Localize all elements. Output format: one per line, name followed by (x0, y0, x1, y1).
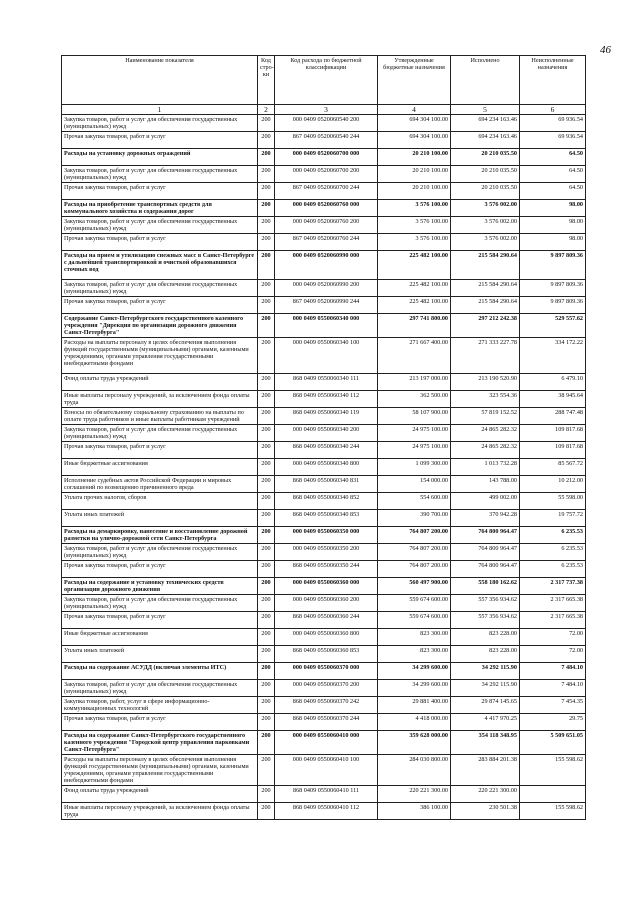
row-line-code: 200 (258, 714, 275, 731)
row-expense-code: 000 0409 0520060540 200 (275, 115, 378, 132)
row-line-code: 200 (258, 459, 275, 476)
column-number: 3 (275, 105, 378, 115)
table-row (62, 755, 586, 786)
row-unexecuted: 38 945.64 (520, 391, 586, 408)
row-unexecuted: 7 454.35 (520, 697, 586, 714)
table-row (62, 697, 586, 714)
row-name: Содержание Санкт-Петербургского государственного казенного учреждения "Дирекция по организации дорожного движения Санкт-Петербурга" (62, 314, 258, 338)
table-row (62, 731, 586, 755)
row-expense-code: 000 0409 0550060410 100 (275, 755, 378, 786)
row-line-code: 200 (258, 374, 275, 391)
column-number: 6 (520, 105, 586, 115)
row-unexecuted: 64.50 (520, 149, 586, 166)
row-expense-code: 000 0409 0550060370 200 (275, 680, 378, 697)
table-row (62, 166, 586, 183)
row-unexecuted: 29.75 (520, 714, 586, 731)
row-unexecuted: 85 567.72 (520, 459, 586, 476)
row-expense-code: 868 0409 0550060360 853 (275, 646, 378, 663)
row-name: Фонд оплаты труда учреждений (62, 786, 258, 803)
table-row (62, 314, 586, 338)
row-approved: 554 600.00 (378, 493, 451, 510)
row-executed: 3 576 002.00 (451, 234, 520, 251)
table-row (62, 544, 586, 561)
table-row (62, 391, 586, 408)
row-name: Взносы по обязательному социальному страхованию на выплаты по оплате труда работников и иные выплаты работникам учреждений (62, 408, 258, 425)
row-approved: 559 674 600.00 (378, 612, 451, 629)
row-executed: 558 180 162.62 (451, 578, 520, 595)
row-unexecuted: 529 557.62 (520, 314, 586, 338)
row-unexecuted: 9 897 809.36 (520, 297, 586, 314)
row-expense-code: 868 0409 0550060360 244 (275, 612, 378, 629)
row-unexecuted: 7 484.10 (520, 663, 586, 680)
row-line-code: 200 (258, 680, 275, 697)
row-approved: 559 674 600.00 (378, 595, 451, 612)
row-executed: 3 576 002.00 (451, 200, 520, 217)
row-name: Расходы на выплаты персоналу в целях обеспечения выполнения функций государственными (муниципальными) органами, казенными учреждениями, органами управления государственными внебюджетными фондами (62, 755, 258, 786)
table-row (62, 680, 586, 697)
table-row (62, 578, 586, 595)
row-executed: 220 221 300.00 (451, 786, 520, 803)
row-executed: 297 212 242.38 (451, 314, 520, 338)
row-approved: 58 107 900.00 (378, 408, 451, 425)
row-line-code: 200 (258, 442, 275, 459)
row-expense-code: 868 0409 0550060340 112 (275, 391, 378, 408)
row-name: Иные выплаты персоналу учреждений, за исключением фонда оплаты труда (62, 803, 258, 820)
header-row (62, 56, 586, 105)
row-approved: 362 500.00 (378, 391, 451, 408)
table-row (62, 442, 586, 459)
table-row (62, 476, 586, 493)
row-name: Расходы на содержание Санкт-Петербургского государственного казенного учреждения "Городской центр управления парковками Санкт-Петербурга" (62, 731, 258, 755)
table-row (62, 459, 586, 476)
row-line-code: 200 (258, 217, 275, 234)
table-row (62, 200, 586, 217)
row-expense-code: 868 0409 0550060350 244 (275, 561, 378, 578)
row-unexecuted: 288 747.48 (520, 408, 586, 425)
row-executed: 20 210 035.50 (451, 183, 520, 200)
row-name: Прочая закупка товаров, работ и услуг (62, 714, 258, 731)
row-approved: 390 700.00 (378, 510, 451, 527)
table-row (62, 338, 586, 374)
table-row (62, 149, 586, 166)
row-executed: 271 333 227.78 (451, 338, 520, 374)
row-executed: 34 292 115.90 (451, 680, 520, 697)
row-expense-code: 000 0409 0520060760 000 (275, 200, 378, 217)
row-line-code: 200 (258, 183, 275, 200)
row-name: Закупка товаров, работ и услуг для обеспечения государственных (муниципальных) нужд (62, 544, 258, 561)
row-unexecuted: 109 817.68 (520, 442, 586, 459)
row-executed: 499 002.00 (451, 493, 520, 510)
table-row (62, 251, 586, 280)
row-line-code: 200 (258, 561, 275, 578)
row-approved: 359 628 000.00 (378, 731, 451, 755)
row-executed: 283 884 201.38 (451, 755, 520, 786)
row-unexecuted: 155 598.62 (520, 803, 586, 820)
row-unexecuted: 98.00 (520, 217, 586, 234)
table-row (62, 493, 586, 510)
row-line-code: 200 (258, 115, 275, 132)
table-row (62, 663, 586, 680)
row-expense-code: 868 0409 0550060370 244 (275, 714, 378, 731)
row-expense-code: 867 0409 0520060700 244 (275, 183, 378, 200)
row-executed: 764 800 964.47 (451, 527, 520, 544)
row-line-code: 200 (258, 646, 275, 663)
row-name: Закупка товаров, работ и услуг для обеспечения государственных (муниципальных) нужд (62, 217, 258, 234)
row-name: Иные бюджетные ассигнования (62, 459, 258, 476)
row-unexecuted: 7 484.10 (520, 680, 586, 697)
row-executed: 20 210 035.50 (451, 149, 520, 166)
row-line-code: 200 (258, 391, 275, 408)
row-line-code: 200 (258, 493, 275, 510)
row-line-code: 200 (258, 786, 275, 803)
row-line-code: 200 (258, 578, 275, 595)
row-expense-code: 000 0409 0550060350 000 (275, 527, 378, 544)
row-executed: 354 118 348.95 (451, 731, 520, 755)
row-executed: 24 865 282.32 (451, 442, 520, 459)
row-name: Прочая закупка товаров, работ и услуг (62, 297, 258, 314)
row-approved: 694 304 100.00 (378, 115, 451, 132)
row-name: Фонд оплаты труда учреждений (62, 374, 258, 391)
row-expense-code: 000 0409 0550060340 200 (275, 425, 378, 442)
row-approved: 284 030 800.00 (378, 755, 451, 786)
row-executed: 557 356 934.62 (451, 595, 520, 612)
row-name: Закупка товаров, работ и услуг для обеспечения государственных (муниципальных) нужд (62, 680, 258, 697)
row-line-code: 200 (258, 612, 275, 629)
row-executed: 230 501.38 (451, 803, 520, 820)
row-unexecuted: 69 936.54 (520, 132, 586, 149)
row-expense-code: 000 0409 0550060360 200 (275, 595, 378, 612)
row-executed: 4 417 970.25 (451, 714, 520, 731)
row-approved: 271 667 400.00 (378, 338, 451, 374)
row-name: Расходы на приобретение транспортных средств для коммунального хозяйства и содержания дорог (62, 200, 258, 217)
table-row (62, 297, 586, 314)
row-expense-code: 000 0409 0520060700 200 (275, 166, 378, 183)
row-executed: 764 800 964.47 (451, 544, 520, 561)
row-line-code: 200 (258, 234, 275, 251)
row-approved: 3 576 100.00 (378, 200, 451, 217)
row-unexecuted: 55 598.00 (520, 493, 586, 510)
row-approved: 213 197 000.00 (378, 374, 451, 391)
table-row (62, 115, 586, 132)
row-line-code: 200 (258, 314, 275, 338)
row-unexecuted: 334 172.22 (520, 338, 586, 374)
row-approved: 20 210 100.00 (378, 183, 451, 200)
row-executed: 213 190 520.90 (451, 374, 520, 391)
row-line-code: 200 (258, 251, 275, 280)
table-row (62, 786, 586, 803)
header-unexecuted: Неисполненные назначения (520, 56, 586, 105)
row-expense-code: 867 0409 0520060760 244 (275, 234, 378, 251)
row-name: Уплата прочих налогов, сборов (62, 493, 258, 510)
row-executed: 3 576 002.00 (451, 217, 520, 234)
row-executed: 215 584 290.64 (451, 297, 520, 314)
column-number: 2 (258, 105, 275, 115)
row-expense-code: 868 0409 0550060340 852 (275, 493, 378, 510)
row-expense-code: 868 0409 0550060370 242 (275, 697, 378, 714)
row-expense-code: 867 0409 0520060990 244 (275, 297, 378, 314)
row-unexecuted: 6 235.53 (520, 561, 586, 578)
row-approved: 3 576 100.00 (378, 217, 451, 234)
row-expense-code: 000 0409 0520060990 000 (275, 251, 378, 280)
row-name: Прочая закупка товаров, работ и услуг (62, 561, 258, 578)
row-expense-code: 000 0409 0520060990 200 (275, 280, 378, 297)
row-unexecuted: 155 598.62 (520, 755, 586, 786)
row-name: Уплата иных платежей (62, 510, 258, 527)
table-row (62, 217, 586, 234)
row-executed: 764 800 964.47 (451, 561, 520, 578)
row-approved: 225 482 100.00 (378, 280, 451, 297)
row-executed: 215 584 290.64 (451, 280, 520, 297)
row-line-code: 200 (258, 425, 275, 442)
row-approved: 694 304 100.00 (378, 132, 451, 149)
row-expense-code: 000 0409 0550060340 800 (275, 459, 378, 476)
table-row (62, 595, 586, 612)
row-expense-code: 000 0409 0550060370 000 (275, 663, 378, 680)
row-name: Закупка товаров, работ и услуг для обеспечения государственных (муниципальных) нужд (62, 280, 258, 297)
row-executed: 823 228.00 (451, 646, 520, 663)
row-unexecuted: 10 212.00 (520, 476, 586, 493)
row-expense-code: 868 0409 0550060340 831 (275, 476, 378, 493)
row-approved: 225 482 100.00 (378, 251, 451, 280)
row-approved: 20 210 100.00 (378, 149, 451, 166)
row-approved: 1 099 300.00 (378, 459, 451, 476)
row-approved: 24 975 100.00 (378, 442, 451, 459)
row-executed: 557 356 934.62 (451, 612, 520, 629)
row-expense-code: 868 0409 0550060340 853 (275, 510, 378, 527)
table-row (62, 234, 586, 251)
row-executed: 143 788.00 (451, 476, 520, 493)
row-name: Иные выплаты персоналу учреждений, за исключением фонда оплаты труда (62, 391, 258, 408)
row-name: Иные бюджетные ассигнования (62, 629, 258, 646)
header-expense-code: Код расхода по бюджетной классификации (275, 56, 378, 105)
row-name: Расходы на содержание АСУДД (включая элементы ИТС) (62, 663, 258, 680)
row-expense-code: 000 0409 0550060410 000 (275, 731, 378, 755)
row-approved: 4 418 000.00 (378, 714, 451, 731)
table-row (62, 408, 586, 425)
row-unexecuted (520, 786, 586, 803)
row-executed: 20 210 035.50 (451, 166, 520, 183)
row-approved: 29 881 400.00 (378, 697, 451, 714)
row-name: Закупка товаров, работ и услуг для обеспечения государственных (муниципальных) нужд (62, 425, 258, 442)
row-executed: 370 942.28 (451, 510, 520, 527)
row-line-code: 200 (258, 476, 275, 493)
row-line-code: 200 (258, 663, 275, 680)
row-line-code: 200 (258, 629, 275, 646)
row-approved: 20 210 100.00 (378, 166, 451, 183)
page-number: 46 (600, 44, 611, 56)
row-name: Закупка товаров, работ и услуг для обеспечения государственных (муниципальных) нужд (62, 166, 258, 183)
row-approved: 823 300.00 (378, 629, 451, 646)
row-unexecuted: 2 317 737.38 (520, 578, 586, 595)
row-line-code: 200 (258, 544, 275, 561)
row-unexecuted: 72.00 (520, 646, 586, 663)
row-expense-code: 000 0409 0550060350 200 (275, 544, 378, 561)
table-row (62, 646, 586, 663)
row-executed: 29 874 145.65 (451, 697, 520, 714)
table-row (62, 132, 586, 149)
row-name: Закупка товаров, работ и услуг для обеспечения государственных (муниципальных) нужд (62, 115, 258, 132)
table-row (62, 612, 586, 629)
table-row (62, 510, 586, 527)
table-row (62, 183, 586, 200)
row-expense-code: 868 0409 0550060340 244 (275, 442, 378, 459)
row-expense-code: 000 0409 0550060340 100 (275, 338, 378, 374)
row-line-code: 200 (258, 200, 275, 217)
row-unexecuted: 72.00 (520, 629, 586, 646)
row-expense-code: 868 0409 0550060340 119 (275, 408, 378, 425)
row-unexecuted: 98.00 (520, 234, 586, 251)
row-expense-code: 867 0409 0520060540 244 (275, 132, 378, 149)
row-line-code: 200 (258, 408, 275, 425)
row-unexecuted: 6 235.53 (520, 527, 586, 544)
table-row (62, 527, 586, 544)
row-executed: 24 865 282.32 (451, 425, 520, 442)
row-expense-code: 000 0409 0550060360 800 (275, 629, 378, 646)
row-name: Прочая закупка товаров, работ и услуг (62, 612, 258, 629)
row-line-code: 200 (258, 132, 275, 149)
table-row (62, 714, 586, 731)
row-approved: 297 741 800.00 (378, 314, 451, 338)
row-unexecuted: 6 235.53 (520, 544, 586, 561)
row-name: Закупка товаров, работ и услуг для обеспечения государственных (муниципальных) нужд (62, 595, 258, 612)
column-number: 4 (378, 105, 451, 115)
row-unexecuted: 109 817.68 (520, 425, 586, 442)
header-executed: Исполнено (451, 56, 520, 105)
row-unexecuted: 5 509 651.05 (520, 731, 586, 755)
row-approved: 386 100.00 (378, 803, 451, 820)
row-unexecuted: 9 897 809.36 (520, 251, 586, 280)
row-approved: 154 000.00 (378, 476, 451, 493)
row-executed: 1 013 732.28 (451, 459, 520, 476)
row-expense-code: 000 0409 0520060760 200 (275, 217, 378, 234)
row-expense-code: 000 0409 0550060360 000 (275, 578, 378, 595)
row-name: Расходы на установку дорожных ограждений (62, 149, 258, 166)
row-executed: 823 228.00 (451, 629, 520, 646)
row-expense-code: 000 0409 0550060340 000 (275, 314, 378, 338)
row-name: Расходы на выплаты персоналу в целях обеспечения выполнения функций государственными (муниципальными) органами, казенными учреждениями, органами управления государственными внебюджетными фондами (62, 338, 258, 374)
row-executed: 215 584 290.64 (451, 251, 520, 280)
table-row (62, 280, 586, 297)
row-executed: 57 819 152.52 (451, 408, 520, 425)
row-expense-code: 868 0409 0550060410 111 (275, 786, 378, 803)
row-approved: 220 221 300.00 (378, 786, 451, 803)
row-approved: 34 299 600.00 (378, 663, 451, 680)
row-approved: 24 975 100.00 (378, 425, 451, 442)
row-approved: 34 299 600.00 (378, 680, 451, 697)
header-line-code: Код стро-ки (258, 56, 275, 105)
row-line-code: 200 (258, 510, 275, 527)
row-unexecuted: 19 757.72 (520, 510, 586, 527)
row-executed: 694 234 163.46 (451, 115, 520, 132)
row-line-code: 200 (258, 731, 275, 755)
row-executed: 323 554.36 (451, 391, 520, 408)
row-unexecuted: 64.50 (520, 166, 586, 183)
row-line-code: 200 (258, 338, 275, 374)
row-line-code: 200 (258, 803, 275, 820)
row-name: Расходы на демаркировку, нанесение и восстановление дорожной разметки на улично-дорожной сети Санкт-Петербурга (62, 527, 258, 544)
table-row (62, 425, 586, 442)
column-number-row (62, 105, 586, 115)
row-line-code: 200 (258, 280, 275, 297)
row-approved: 823 300.00 (378, 646, 451, 663)
row-unexecuted: 2 317 665.38 (520, 595, 586, 612)
row-unexecuted: 98.00 (520, 200, 586, 217)
row-unexecuted: 9 897 809.36 (520, 280, 586, 297)
row-name: Прочая закупка товаров, работ и услуг (62, 234, 258, 251)
row-expense-code: 000 0409 0520060700 000 (275, 149, 378, 166)
row-name: Прочая закупка товаров, работ и услуг (62, 183, 258, 200)
row-approved: 764 807 200.00 (378, 544, 451, 561)
row-approved: 764 807 200.00 (378, 527, 451, 544)
row-approved: 764 807 200.00 (378, 561, 451, 578)
table-row (62, 374, 586, 391)
row-name: Закупка товаров, работ, услуг в сфере информационно-коммуникационных технологий (62, 697, 258, 714)
row-name: Расходы на содержание и установку технических средств организации дорожного движения (62, 578, 258, 595)
header-approved: Утвержденные бюджетные назначения (378, 56, 451, 105)
row-name: Расходы на прием и утилизацию снежных масс в Санкт-Петербурге с дальнейшей транспортировкой и очисткой образовавшихся сточных вод (62, 251, 258, 280)
row-name: Уплата иных платежей (62, 646, 258, 663)
row-unexecuted: 64.50 (520, 183, 586, 200)
row-line-code: 200 (258, 149, 275, 166)
row-unexecuted: 69 936.54 (520, 115, 586, 132)
row-line-code: 200 (258, 595, 275, 612)
budget-execution-table (61, 55, 586, 820)
row-executed: 34 292 115.90 (451, 663, 520, 680)
row-name: Исполнение судебных актов Российской Федерации и мировых соглашений по возмещению причиненного вреда (62, 476, 258, 493)
row-approved: 3 576 100.00 (378, 234, 451, 251)
row-approved: 225 482 100.00 (378, 297, 451, 314)
row-expense-code: 868 0409 0550060410 112 (275, 803, 378, 820)
row-line-code: 200 (258, 297, 275, 314)
row-line-code: 200 (258, 166, 275, 183)
row-name: Прочая закупка товаров, работ и услуг (62, 132, 258, 149)
row-executed: 694 234 163.46 (451, 132, 520, 149)
row-line-code: 200 (258, 697, 275, 714)
table-row (62, 629, 586, 646)
column-number: 1 (62, 105, 258, 115)
row-name: Прочая закупка товаров, работ и услуг (62, 442, 258, 459)
table-row (62, 561, 586, 578)
header-name: Наименование показателя (62, 56, 258, 105)
row-expense-code: 868 0409 0550060340 111 (275, 374, 378, 391)
row-unexecuted: 2 317 665.38 (520, 612, 586, 629)
row-unexecuted: 6 479.10 (520, 374, 586, 391)
table-row (62, 803, 586, 820)
row-line-code: 200 (258, 755, 275, 786)
column-number: 5 (451, 105, 520, 115)
row-approved: 560 497 900.00 (378, 578, 451, 595)
row-line-code: 200 (258, 527, 275, 544)
